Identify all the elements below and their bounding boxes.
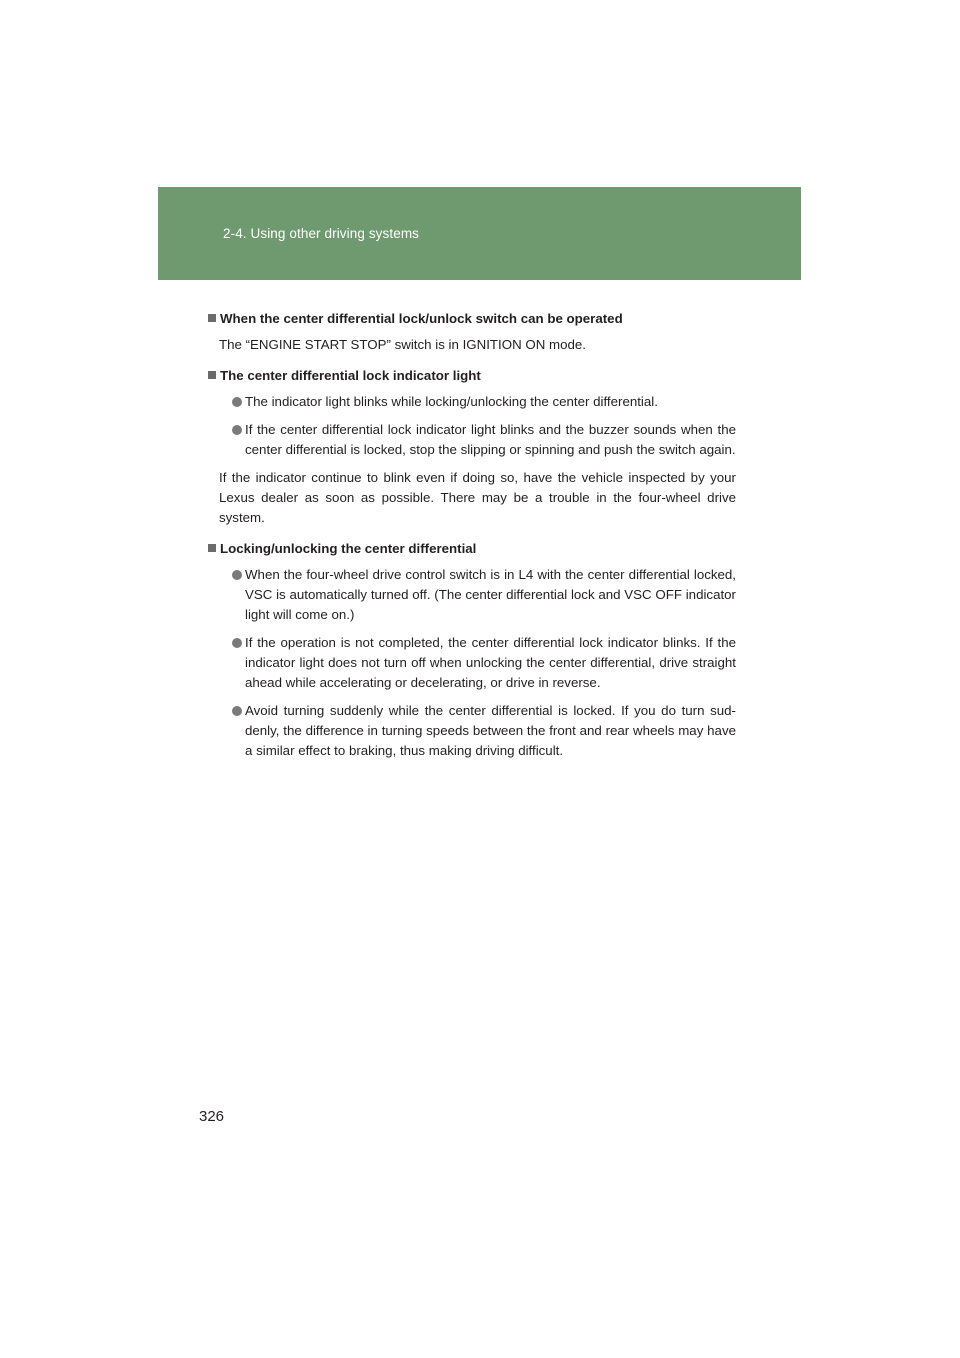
section-title: 2-4. Using other driving systems bbox=[223, 226, 420, 241]
square-bullet-icon bbox=[208, 314, 216, 322]
section-heading bbox=[208, 539, 736, 559]
square-bullet-icon bbox=[208, 544, 216, 552]
circle-bullet-icon bbox=[232, 638, 242, 648]
bullet-item bbox=[208, 392, 736, 412]
bullet-item bbox=[208, 633, 736, 693]
bullet-text: Avoid turning suddenly while the center differential is locked. If you do turn sud-denly, the difference in turning speeds between the front and rear wheels may have a similar effect to braking, thus making driving difficult. bbox=[245, 703, 736, 758]
heading-text: When the center differential lock/unlock switch can be operated bbox=[220, 311, 623, 326]
page-number: 326 bbox=[199, 1108, 225, 1125]
circle-bullet-icon bbox=[232, 425, 242, 435]
bullet-item bbox=[208, 565, 736, 625]
circle-bullet-icon bbox=[232, 706, 242, 716]
body-text: The “ENGINE START STOP” switch is in IGNITION ON mode. bbox=[219, 337, 586, 352]
circle-bullet-icon bbox=[232, 397, 242, 407]
header-band bbox=[158, 187, 801, 280]
circle-bullet-icon bbox=[232, 570, 242, 580]
section-heading bbox=[208, 366, 736, 386]
section-heading bbox=[208, 309, 736, 329]
heading-text: Locking/unlocking the center differential bbox=[220, 541, 477, 556]
body-text: If the indicator continue to blink even if doing so, have the vehicle inspected by your Lexus dealer as soon as possible. There may be a trouble in the four-wheel drive system. bbox=[219, 470, 736, 525]
page-content bbox=[208, 307, 736, 769]
bullet-item bbox=[208, 420, 736, 460]
bullet-text: When the four-wheel drive control switch is in L4 with the center differential locked, VSC is automatically turned off. (The center differential lock and VSC OFF indicator light will come on.) bbox=[245, 567, 736, 622]
bullet-text: If the center differential lock indicator light blinks and the buzzer sounds when the center differential is locked, stop the slipping or spinning and push the switch again. bbox=[245, 422, 736, 457]
square-bullet-icon bbox=[208, 371, 216, 379]
heading-text: The center differential lock indicator light bbox=[220, 368, 481, 383]
bullet-text: The indicator light blinks while locking/unlocking the center differential. bbox=[245, 394, 658, 409]
bullet-item bbox=[208, 701, 736, 761]
bullet-text: If the operation is not completed, the center differential lock indicator blinks. If the indicator light does not turn off when unlocking the center differential, drive straight ahead while accelerating or decelerating, or drive in reverse. bbox=[245, 635, 736, 690]
